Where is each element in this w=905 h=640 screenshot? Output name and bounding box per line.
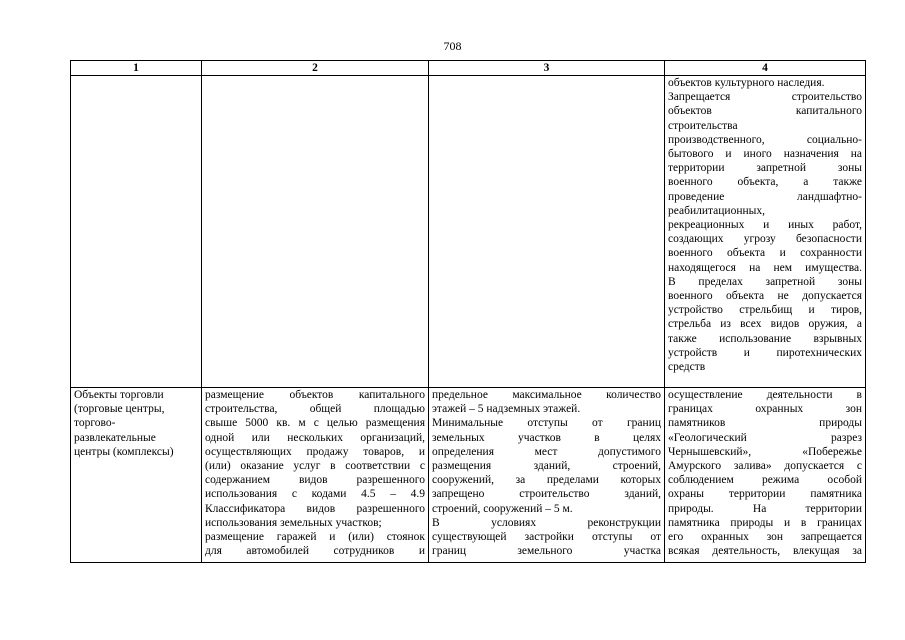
text-line: объектов капитального xyxy=(668,105,862,118)
text-line: определения мест допустимого xyxy=(432,445,661,458)
text-line: В условиях реконструкции xyxy=(432,516,661,529)
text-line: охраны территории памятника xyxy=(668,488,862,501)
text-line: устройство стрельбищ и тиров, xyxy=(668,304,862,317)
text-line: этажей – 5 надземных этажей. xyxy=(432,403,581,416)
column-header-2: 2 xyxy=(202,61,429,76)
text-line: (торговые центры, xyxy=(74,403,165,416)
text-line: производственного, социально- xyxy=(668,133,862,146)
text-line: строительства, общей площадью xyxy=(205,403,425,416)
header-row xyxy=(71,61,866,76)
text-line: стрельба из всех видов оружия, а xyxy=(668,318,862,331)
text-line: размещение объектов капитального xyxy=(205,389,425,401)
text-line: центры (комплексы) xyxy=(74,445,174,458)
text-line: проведение ландшафтно- xyxy=(668,190,862,203)
text-line: Амурского залива» допускается с xyxy=(668,460,862,473)
row2-col2-cell xyxy=(202,388,429,563)
text-line: для автомобилей сотрудников и xyxy=(205,545,425,558)
text-line: (или) оказание услуг в соответствии с xyxy=(205,460,425,473)
column-header-3: 3 xyxy=(429,61,665,76)
text-line: сооружений, за пределами которых xyxy=(432,474,661,487)
text-line: бытового и иного назначения на xyxy=(668,148,862,161)
text-line: осуществление деятельности в xyxy=(668,389,862,401)
text-line: природы. На территории xyxy=(668,502,862,515)
text-line: создающих угрозу безопасности xyxy=(668,233,862,246)
text-line: границах охранных зон xyxy=(668,403,862,416)
text-line: всякая деятельность, влекущая за xyxy=(668,545,862,558)
row1-col3-cell xyxy=(429,76,665,388)
column-header-4: 4 xyxy=(665,61,866,76)
row1-col4-cell xyxy=(665,76,866,388)
row1-col1-cell xyxy=(71,76,202,388)
row2-col4-cell xyxy=(665,388,866,563)
row2-col1-cell xyxy=(71,388,202,563)
column-header-1: 1 xyxy=(71,61,202,76)
text-line: Чернышевский», «Побережье xyxy=(668,445,862,458)
text-line: находящегося на нем имущества. xyxy=(668,261,862,274)
text-line: существующей застройки отступы от xyxy=(432,531,661,544)
text-line: его охранных зон запрещается xyxy=(668,531,862,544)
text-line: реабилитационных, xyxy=(668,204,765,217)
text-line: свыше 5000 кв. м с целью размещения xyxy=(205,417,425,430)
table-row xyxy=(71,388,866,563)
text-line: Классификатора видов разрешенного xyxy=(205,502,425,515)
text-line: рекреационных и иных работ, xyxy=(668,219,862,232)
row2-col3-cell xyxy=(429,388,665,563)
text-line: предельное максимальное количество xyxy=(432,389,661,401)
text-line: объектов культурного наследия. xyxy=(668,77,825,89)
regulations-table xyxy=(70,60,866,563)
text-line: устройств и пиротехнических xyxy=(668,346,862,359)
text-line: Запрещается строительство xyxy=(668,91,862,104)
text-line: осуществляющих продажу товаров, и xyxy=(205,445,425,458)
text-line: строений, сооружений – 5 м. xyxy=(432,502,573,515)
text-line: соблюдением режима особой xyxy=(668,474,862,487)
text-line: одной или нескольких организаций, xyxy=(205,431,425,444)
text-line: торгово- xyxy=(74,417,116,430)
text-line: военного объекта, а также xyxy=(668,176,862,189)
text-line: военного объекта и сохранности xyxy=(668,247,862,260)
row1-col2-cell xyxy=(202,76,429,388)
text-line: территории запретной зоны xyxy=(668,162,862,175)
text-line: развлекательные xyxy=(74,431,156,444)
text-line: размещение гаражей и (или) стоянок xyxy=(205,531,425,544)
text-line: военного объекта не допускается xyxy=(668,290,862,303)
text-line: использования с кодами 4.5 – 4.9 xyxy=(205,488,425,501)
text-line: запрещено строительство зданий, xyxy=(432,488,661,501)
text-line: земельных участков в целях xyxy=(432,431,661,444)
text-line: Объекты торговли xyxy=(74,389,164,401)
text-line: В пределах запретной зоны xyxy=(668,275,862,288)
page-number: 708 xyxy=(443,39,462,53)
text-line: памятника природы и в границах xyxy=(668,516,862,529)
text-line: также использование взрывных xyxy=(668,332,862,345)
text-line: «Геологический разрез xyxy=(668,431,862,444)
text-line: содержанием видов разрешенного xyxy=(205,474,425,487)
text-line: использования земельных участков; xyxy=(205,516,382,529)
table-row xyxy=(71,76,866,388)
text-line: размещения зданий, строений, xyxy=(432,460,661,473)
text-line: средств xyxy=(668,361,706,374)
text-line: строительства xyxy=(668,119,738,132)
text-line: Минимальные отступы от границ xyxy=(432,417,661,430)
text-line: границ земельного участка xyxy=(432,545,661,558)
text-line: памятников природы xyxy=(668,417,862,430)
